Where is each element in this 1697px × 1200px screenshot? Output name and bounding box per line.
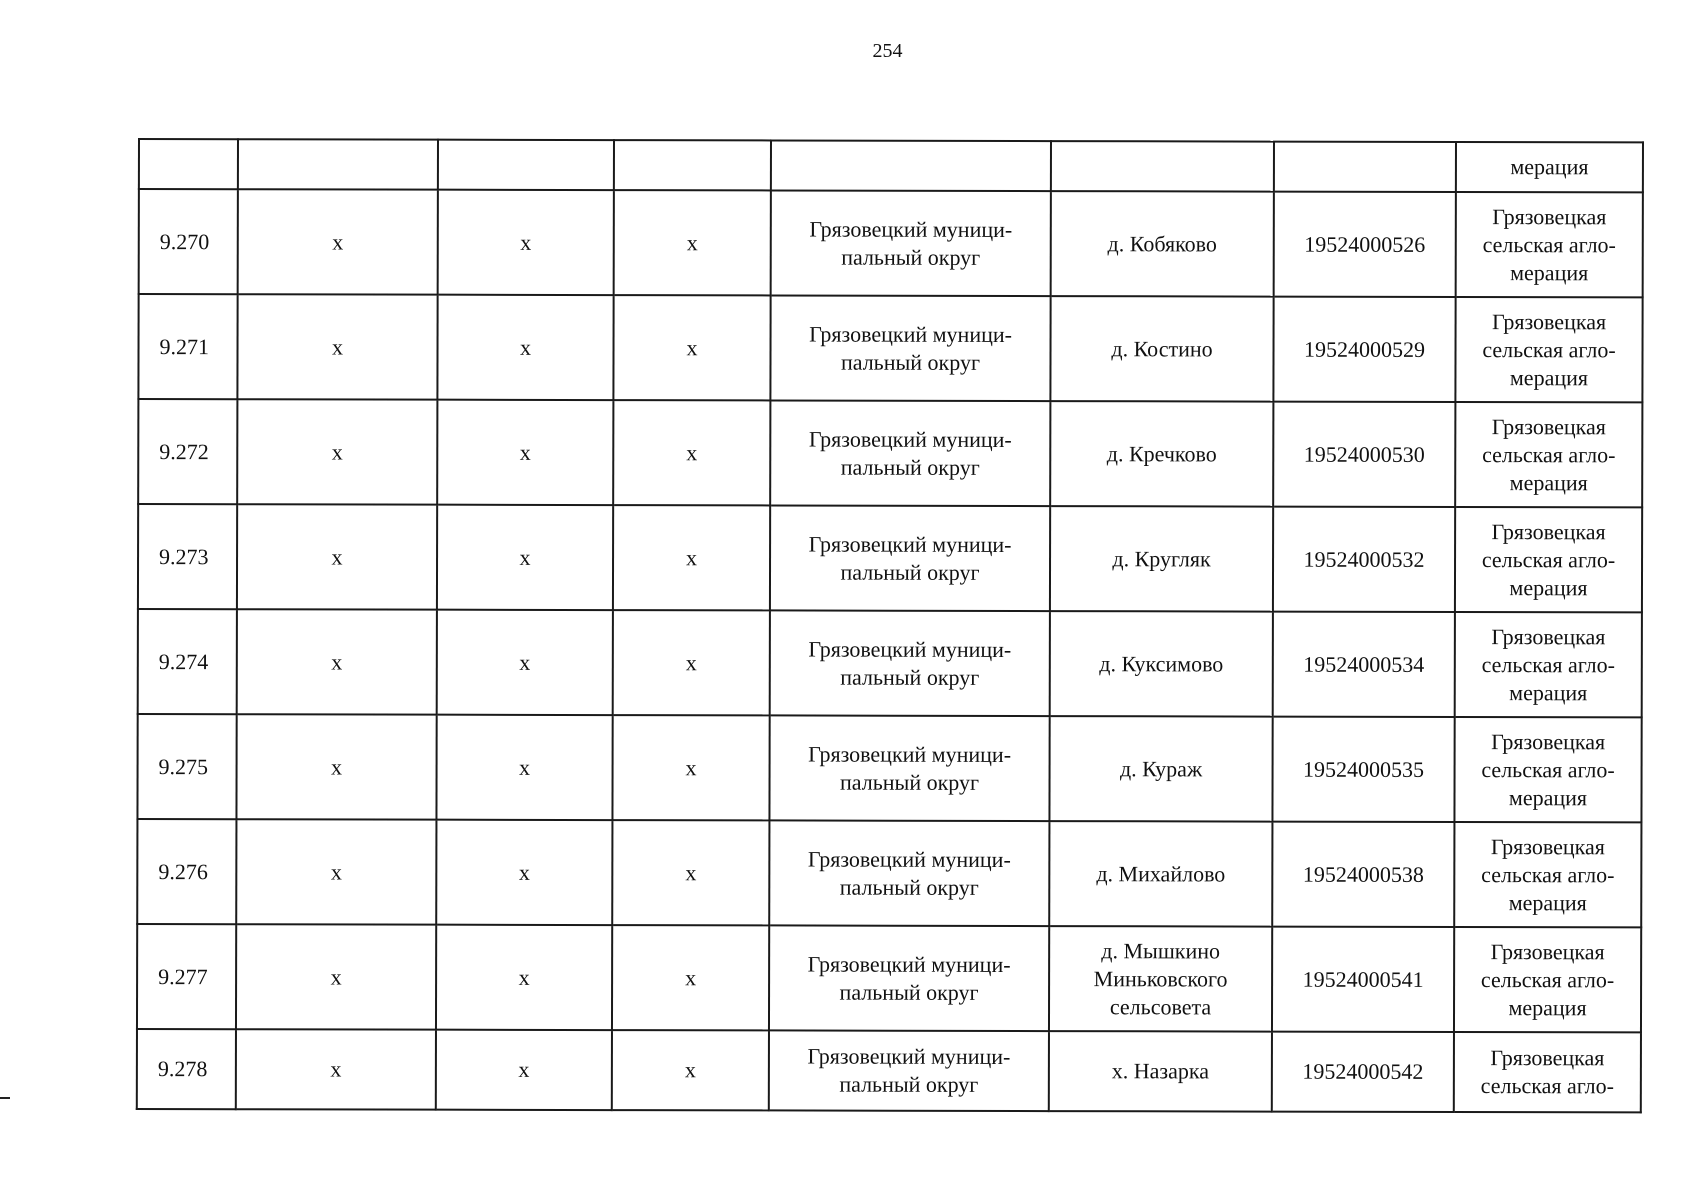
cell-empty: [614, 140, 771, 190]
cell-number: 9.276: [137, 819, 236, 924]
cell-district: Грязовецкий муници- пальный округ: [770, 400, 1050, 506]
cell-agglomeration: Грязовецкая сельская агло- мерация: [1454, 822, 1641, 927]
cell-mark: х: [236, 924, 436, 1029]
cell-code: 19524000542: [1272, 1032, 1454, 1112]
cell-empty: [1051, 141, 1274, 192]
cell-agglomeration: Грязовецкая сельская агло- мерация: [1455, 402, 1642, 507]
cell-agglomeration: Грязовецкая сельская агло- мерация: [1454, 717, 1641, 822]
cell-mark: х: [237, 294, 437, 399]
cell-mark: х: [436, 925, 612, 1030]
cell-mark: х: [436, 1030, 612, 1110]
cell-mark: х: [237, 399, 437, 504]
cell-mark: х: [438, 190, 614, 295]
margin-dash: [0, 1097, 10, 1099]
cell-settlement: д. Кругляк: [1050, 506, 1273, 612]
cell-mark: х: [612, 925, 769, 1030]
table-row: [137, 714, 1641, 822]
cell-mark: х: [437, 505, 613, 610]
cell-number: 9.278: [137, 1029, 236, 1109]
table-row: [137, 1029, 1641, 1112]
cell-mark: х: [613, 295, 770, 400]
cell-mark: х: [613, 610, 770, 715]
cell-settlement: д. Кураж: [1049, 716, 1272, 822]
table-row: [138, 504, 1642, 612]
cell-mark: х: [612, 715, 769, 820]
cell-district: Грязовецкий муници- пальный округ: [769, 715, 1049, 821]
cell-number: 9.273: [138, 504, 237, 609]
cell-agglomeration: Грязовецкая сельская агло- мерация: [1455, 297, 1642, 402]
page-number: 254: [872, 40, 903, 62]
cell-number: 9.274: [138, 609, 237, 714]
cell-number: 9.275: [137, 714, 236, 819]
cell-mark: х: [612, 1030, 769, 1110]
cell-settlement: д. Кречково: [1050, 401, 1273, 507]
table-row: [138, 399, 1642, 507]
cell-mark: х: [236, 1029, 436, 1109]
cell-settlement: х. Назарка: [1049, 1031, 1272, 1112]
cell-mark: х: [613, 400, 770, 505]
cell-code: 19524000532: [1273, 507, 1455, 612]
cell-mark: х: [614, 190, 771, 295]
cell-number: 9.272: [138, 399, 237, 504]
cell-settlement: д. Мышкино Миньковского сельсовета: [1049, 926, 1272, 1032]
cell-mark: х: [437, 295, 613, 400]
table-row: [137, 819, 1641, 927]
cell-mark: х: [436, 820, 612, 925]
cell-code: 19524000541: [1272, 927, 1454, 1032]
cell-agglomeration: мерация: [1456, 142, 1643, 192]
cell-mark: х: [612, 820, 769, 925]
cell-mark: х: [613, 505, 770, 610]
cell-empty: [1274, 142, 1456, 192]
cell-empty: [139, 139, 238, 189]
cell-code: 19524000538: [1272, 822, 1454, 927]
cell-settlement: д. Михайлово: [1049, 821, 1272, 927]
cell-empty: [771, 140, 1051, 191]
cell-mark: х: [236, 714, 436, 819]
cell-agglomeration: Грязовецкая сельская агло-: [1454, 1032, 1641, 1112]
cell-agglomeration: Грязовецкая сельская агло- мерация: [1455, 612, 1642, 717]
cell-code: 19524000534: [1273, 612, 1455, 717]
cell-code: 19524000530: [1273, 402, 1455, 507]
table-row: [137, 924, 1641, 1032]
cell-district: Грязовецкий муници- пальный округ: [769, 1030, 1049, 1111]
cell-number: 9.270: [139, 189, 238, 294]
cell-mark: х: [236, 819, 436, 924]
cell-agglomeration: Грязовецкая сельская агло- мерация: [1456, 192, 1643, 297]
cell-mark: х: [437, 610, 613, 715]
table-row-continuation: [139, 139, 1643, 192]
cell-number: 9.277: [137, 924, 236, 1029]
cell-code: 19524000535: [1272, 717, 1454, 822]
table-row: [138, 609, 1642, 717]
table-row: [139, 189, 1643, 297]
cell-code: 19524000526: [1274, 192, 1456, 297]
cell-code: 19524000529: [1273, 297, 1455, 402]
cell-settlement: д. Куксимово: [1050, 611, 1273, 717]
cell-mark: х: [237, 504, 437, 609]
cell-settlement: д. Костино: [1050, 296, 1273, 402]
cell-district: Грязовецкий муници- пальный округ: [770, 295, 1050, 401]
cell-district: Грязовецкий муници- пальный округ: [770, 610, 1050, 716]
cell-district: Грязовецкий муници- пальный округ: [770, 505, 1050, 611]
cell-district: Грязовецкий муници- пальный округ: [771, 190, 1051, 296]
cell-mark: х: [237, 609, 437, 714]
cell-district: Грязовецкий муници- пальный округ: [769, 820, 1049, 926]
cell-agglomeration: Грязовецкая сельская агло- мерация: [1455, 507, 1642, 612]
cell-empty: [438, 140, 614, 190]
table-row: [138, 294, 1642, 402]
cell-number: 9.271: [138, 294, 237, 399]
cell-district: Грязовецкий муници- пальный округ: [769, 925, 1049, 1031]
cell-agglomeration: Грязовецкая сельская агло- мерация: [1454, 927, 1641, 1032]
cell-mark: х: [238, 189, 438, 294]
cell-mark: х: [436, 715, 612, 820]
cell-settlement: д. Кобяково: [1051, 191, 1274, 297]
cell-mark: х: [437, 400, 613, 505]
cell-empty: [238, 139, 438, 189]
settlements-table: [136, 138, 1644, 1113]
